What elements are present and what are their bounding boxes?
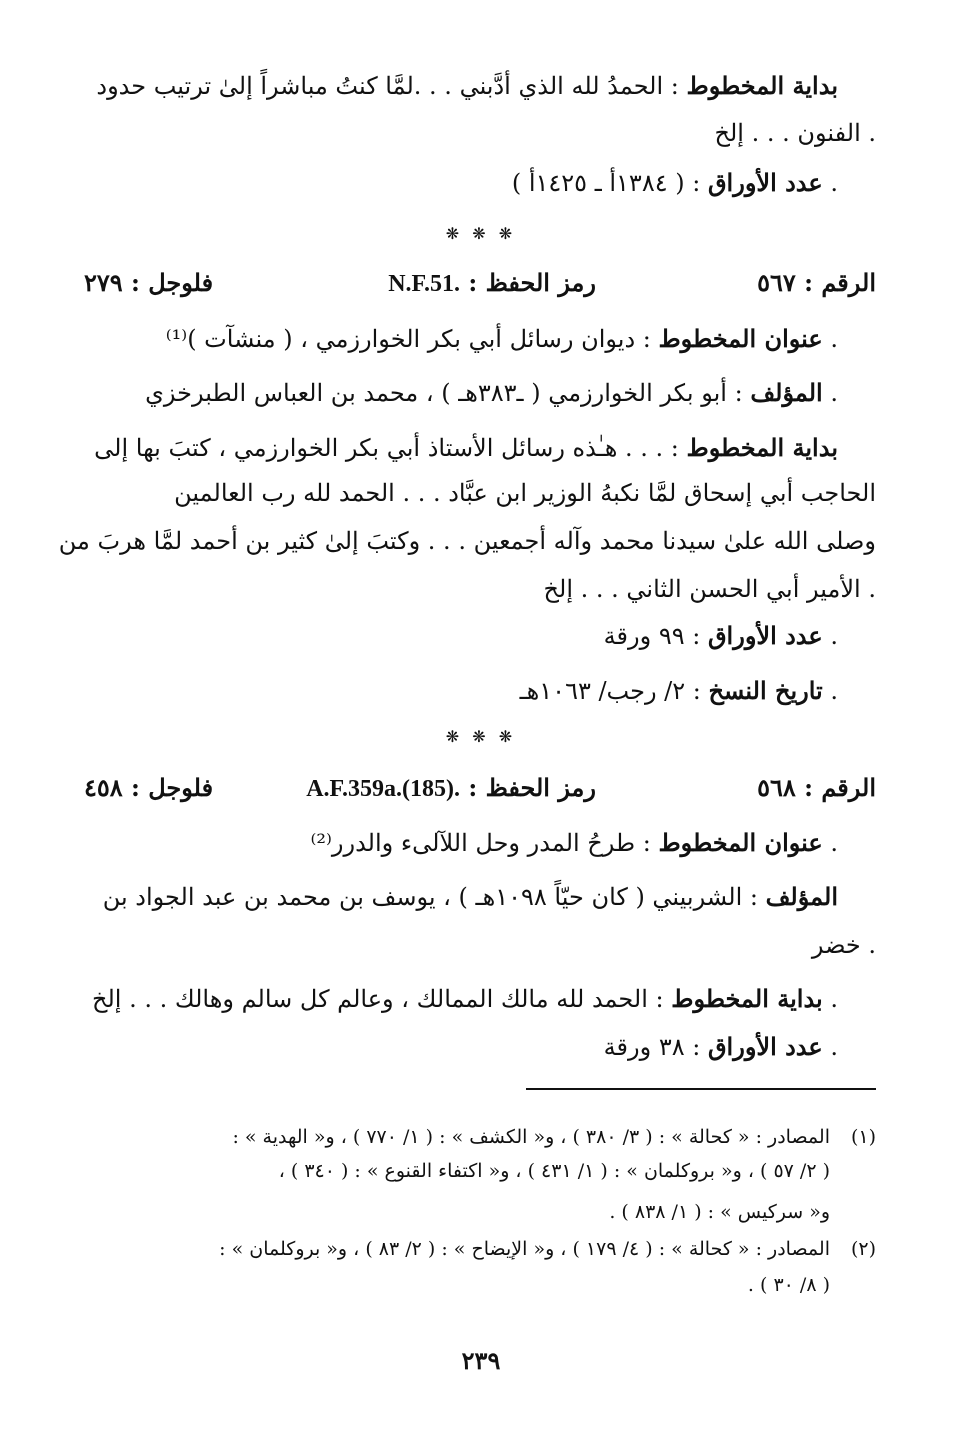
entry-567-title-label: عنوان المخطوط	[658, 324, 823, 353]
entry-568-leaves-line: عدد الأوراق : ٣٨ ورقة .	[603, 1032, 838, 1061]
entry-567-start-line-1: بداية المخطوط : . . . هـٰذه رسائل الأستاذ أبي بكر الخوارزمي ، كتبَ بها إلى	[94, 433, 838, 462]
entry-567-meta	[84, 268, 876, 308]
footnote-2-number: (٢)	[850, 1238, 876, 1260]
entry-567-title: ديوان رسائل أبي بكر الخوارزمي ، ( منشآت )⁽¹⁾ .	[165, 325, 838, 353]
prev-start-line-1: بداية المخطوط : الحمدُ لله الذي أدَّبني . . .لمَّا كنتُ مباشراً إلىٰ ترتيب حدود	[96, 71, 838, 100]
prev-start-label: بداية المخطوط	[686, 71, 838, 100]
entry-567-leaves-line: عدد الأوراق : ٩٩ ورقة .	[603, 621, 838, 650]
footnote-1-number: (١)	[850, 1126, 876, 1148]
entry-567-start-label: بداية المخطوط	[686, 433, 838, 462]
entry-568-title-label: عنوان المخطوط	[658, 828, 823, 857]
section-separator-2: ❋ ❋ ❋	[445, 727, 517, 746]
entry-568-title-line: عنوان المخطوط : طرحُ المدر وحل اللآلىء والدرر⁽²⁾ .	[310, 828, 838, 857]
entry-568-leaves-label: عدد الأوراق	[707, 1032, 823, 1061]
entry-568-title: طرحُ المدر وحل اللآلىء والدرر⁽²⁾ .	[310, 829, 838, 857]
entry-568-meta	[84, 773, 876, 813]
entry-567-author-line: المؤلف : أبو بكر الخوارزمي ( ـ٣٨٣هـ ) ، محمد بن العباس الطبرخزي .	[145, 378, 838, 407]
entry-567-copydate-line: تاريخ النسخ : ٢/ رجب/ ١٠٦٣هـ .	[519, 676, 838, 705]
entry-568-author-label: المؤلف	[765, 882, 838, 911]
entry-568-shelfmark: رمز الحفظ : A.F.359a.(185).	[306, 773, 596, 802]
prev-start-text-1: الحمدُ لله الذي أدَّبني . . .لمَّا كنتُ مباشراً إلىٰ ترتيب حدود	[96, 72, 664, 100]
entry-567-number: الرقم : ٥٦٧	[757, 268, 876, 297]
entry-567-author: أبو بكر الخوارزمي ( ـ٣٨٣هـ ) ، محمد بن العباس الطبرخزي .	[145, 379, 838, 407]
entry-567-start-text-1: . . . هـٰذه رسائل الأستاذ أبي بكر الخوارزمي ، كتبَ بها إلى	[94, 434, 664, 462]
entry-568-author-1: الشربيني ( كان حيّاً ١٠٩٨هـ ) ، يوسف بن محمد بن عبد الجواد بن	[102, 883, 743, 911]
entry-567-author-label: المؤلف	[750, 378, 823, 407]
entry-568-number: الرقم : ٥٦٨	[757, 773, 876, 802]
entry-567-start-line-4: الأمير أبي الحسن الثاني . . . إلخ .	[543, 575, 876, 603]
entry-567-start-line-2: الحاجب أبي إسحاق لمَّا نكبهُ الوزير ابن عبَّاد . . . الحمد لله رب العالمين	[174, 479, 876, 507]
entry-567-title-line: عنوان المخطوط : ديوان رسائل أبي بكر الخوارزمي ، ( منشآت )⁽¹⁾ .	[165, 324, 838, 353]
prev-leaves-label: عدد الأوراق	[707, 168, 823, 197]
footnote-rule	[526, 1088, 876, 1090]
entry-568-start-line: بداية المخطوط : الحمد لله مالك الممالك ، وعالم كل سالم وهالك . . . إلخ .	[91, 984, 838, 1013]
prev-leaves-line: عدد الأوراق : ( ١٣٨٤أ ـ ١٤٢٥أ ) .	[511, 168, 838, 197]
entry-568-author-line-2: خضر .	[811, 931, 876, 959]
footnote-1-text-1: المصادر : « كحالة » : ( ٣/ ٣٨٠ ) ، و« الكشف » : ( ١/ ٧٧٠ ) ، و« الهدية » :	[232, 1126, 830, 1148]
footnote-2-text-1: المصادر : « كحالة » : ( ٤/ ١٧٩ ) ، و« الإيضاح » : ( ٢/ ٨٣ ) ، و« بروكلمان » :	[219, 1238, 830, 1260]
footnote-1-line-3: و« سركيس » : ( ١/ ٨٣٨ ) .	[609, 1201, 830, 1223]
entry-567-leaves-label: عدد الأوراق	[707, 621, 823, 650]
entry-568-author-line-1: المؤلف : الشربيني ( كان حيّاً ١٠٩٨هـ ) ، يوسف بن محمد بن عبد الجواد بن	[102, 882, 838, 911]
entry-567-leaves: ٩٩ ورقة .	[603, 622, 838, 650]
entry-567-copydate-label: تاريخ النسخ	[708, 676, 823, 705]
entry-567-start-line-3: وصلى الله علىٰ سيدنا محمد وآله أجمعين . . . وكتبَ إلىٰ كثير بن أحمد لمَّا هربَ من	[58, 527, 876, 555]
footnote-2-line-1	[84, 1232, 876, 1266]
page-number: ٢٣٩	[461, 1346, 501, 1375]
entry-567-shelfmark: رمز الحفظ : N.F.51.	[388, 268, 596, 297]
footnote-1-line-2: ( ٢/ ٥٧ ) ، و« بروكلمان » : ( ١/ ٤٣١ ) ، و« اكتفاء القنوع » : ( ٣٤٠ ) ،	[278, 1160, 830, 1182]
prev-leaves-value: ( ١٣٨٤أ ـ ١٤٢٥أ ) .	[511, 169, 838, 197]
entry-568-start-label: بداية المخطوط	[671, 984, 823, 1013]
footnote-2-line-2: ( ٨/ ٣٠ ) .	[747, 1274, 830, 1296]
section-separator-1: ❋ ❋ ❋	[445, 224, 517, 243]
entry-568-leaves: ٣٨ ورقة .	[603, 1033, 838, 1061]
entry-568-start: الحمد لله مالك الممالك ، وعالم كل سالم وهالك . . . إلخ .	[91, 985, 838, 1013]
entry-567-flugel: فلوجل : ٢٧٩	[84, 268, 214, 297]
entry-568-flugel: فلوجل : ٤٥٨	[84, 773, 214, 802]
prev-start-line-2: الفنون . . . إلخ .	[714, 119, 876, 147]
footnote-1-line-1	[84, 1120, 876, 1154]
entry-567-copydate: ٢/ رجب/ ١٠٦٣هـ .	[519, 677, 838, 705]
